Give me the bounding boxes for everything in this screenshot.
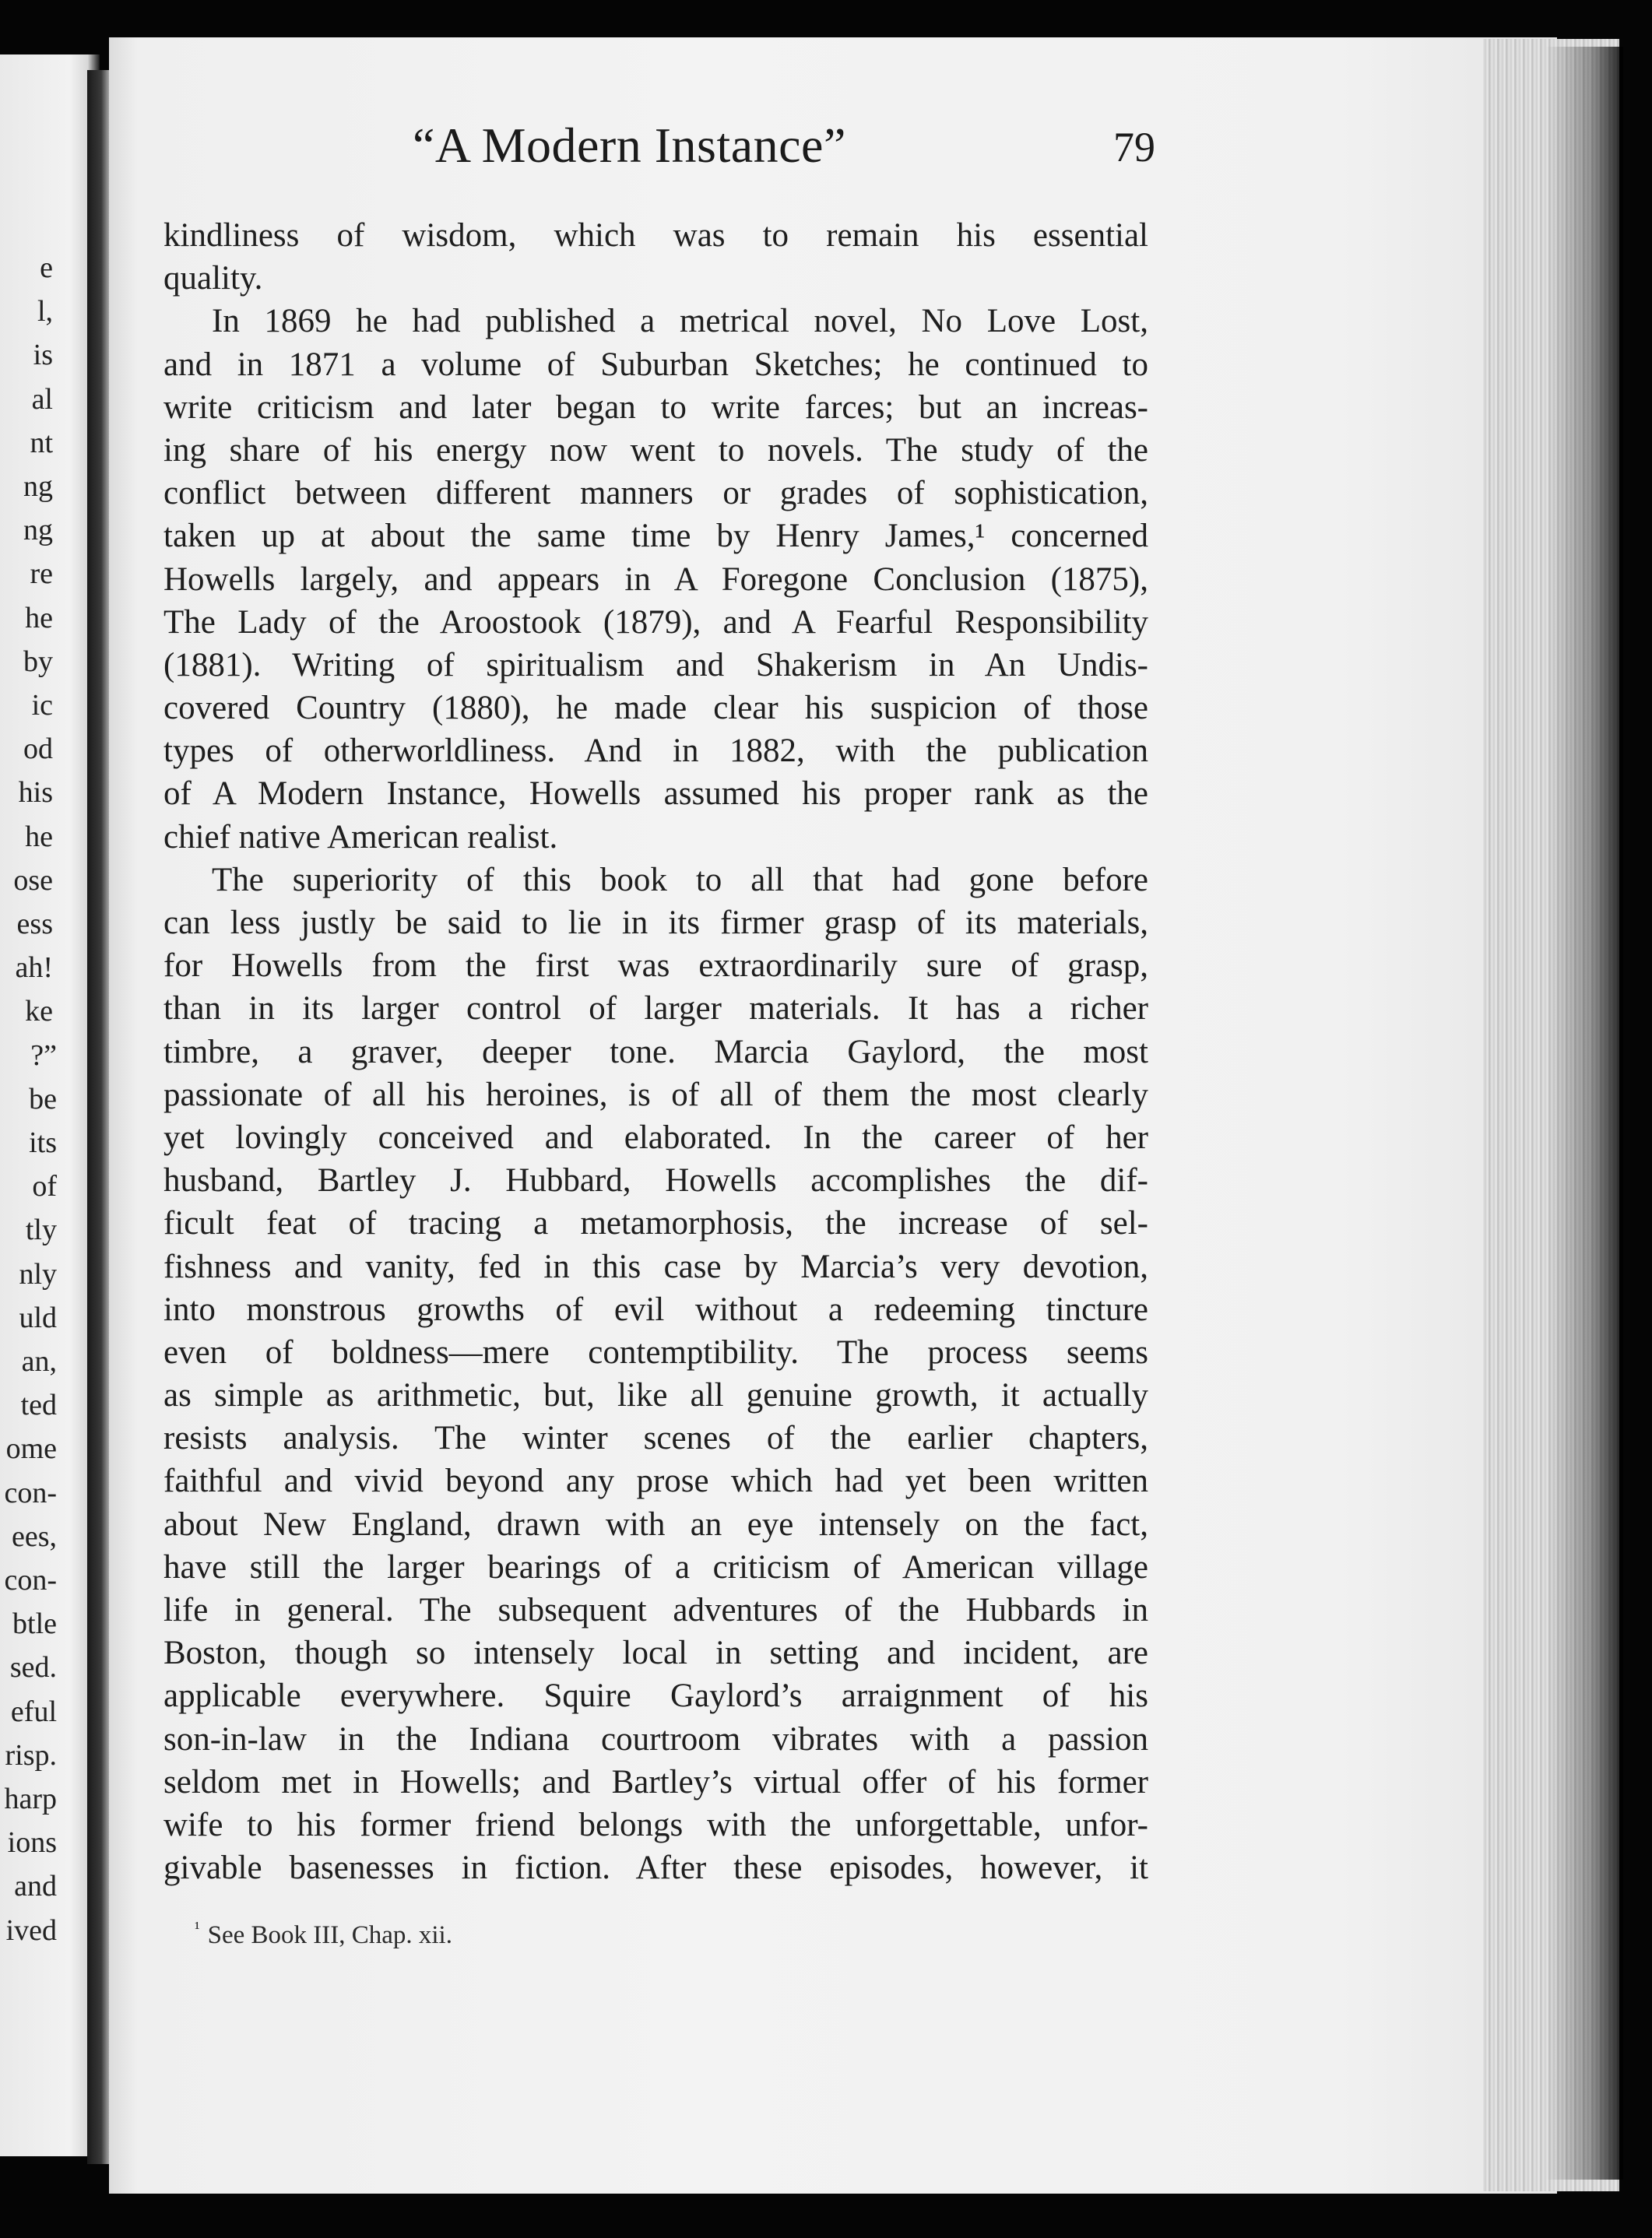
left-page-fragment: e	[40, 251, 53, 284]
left-page-fragment: con-	[4, 1564, 57, 1597]
left-page-fragment: l,	[37, 295, 53, 328]
text-line: even of boldness—mere contemptibility. The process seems	[163, 1333, 1148, 1371]
text-line: resists analysis. The winter scenes of the earlier chapters,	[163, 1420, 1148, 1457]
text-line: givable basenesses in fiction. After these episodes, however, it	[163, 1850, 1148, 1887]
text-line: son-in-law in the Indiana courtroom vibrates with a passion	[163, 1720, 1148, 1758]
book-gutter	[87, 70, 111, 2164]
left-page-fragment: ?”	[30, 1038, 57, 1072]
text-line: yet lovingly conceived and elaborated. In the career of her	[163, 1119, 1148, 1156]
text-line: covered Country (1880), he made clear his suspicion of those	[163, 690, 1148, 727]
left-page-fragment: its	[29, 1126, 57, 1159]
left-page-fragment: ic	[31, 689, 53, 722]
text-line: timbre, a graver, deeper tone. Marcia Gaylord, the most	[163, 1033, 1148, 1070]
left-page-fragment: od	[23, 733, 53, 766]
text-line: In 1869 he had published a metrical novel, No Love Lost,	[212, 303, 1148, 340]
text-line: kindliness of wisdom, which was to remain his essential	[163, 217, 1148, 254]
left-page-fragment: ah!	[15, 951, 53, 985]
text-line: ficult feat of tracing a metamorphosis, the increase of sel-	[163, 1205, 1148, 1242]
text-line: have still the larger bearings of a criticism of American village	[163, 1548, 1148, 1586]
text-line: (1881). Writing of spiritualism and Shakerism in An Undis-	[163, 646, 1148, 683]
left-page-fragment: uld	[19, 1301, 57, 1334]
left-page-fragment: and	[14, 1870, 57, 1903]
text-line: into monstrous growths of evil without a redeeming tincture	[163, 1291, 1148, 1328]
text-line: quality.	[163, 260, 263, 297]
text-line: can less justly be said to lie in its firmer grasp of its materials,	[163, 905, 1148, 941]
text-line: faithful and vivid beyond any prose which had yet been written	[163, 1463, 1148, 1500]
left-page-fragment: by	[23, 645, 53, 678]
text-line: applicable everywhere. Squire Gaylord’s arraignment of his	[163, 1678, 1148, 1715]
footnote	[195, 1918, 452, 1950]
text-line: types of otherworldliness. And in 1882, with the publication	[163, 733, 1148, 770]
text-line: ing share of his energy now went to novels. The study of the	[163, 431, 1148, 469]
left-page-fragment: ived	[5, 1913, 57, 1947]
text-line: of A Modern Instance, Howells assumed his proper rank as the	[163, 775, 1148, 813]
left-page-fragment: ome	[5, 1432, 57, 1466]
left-page-fragment: re	[30, 557, 53, 591]
left-page-fragment: con-	[4, 1476, 57, 1509]
text-line: husband, Bartley J. Hubbard, Howells accomplishes the dif-	[163, 1162, 1148, 1200]
text-line: wife to his former friend belongs with the unforgettable, unfor-	[163, 1806, 1148, 1843]
left-page-fragment: of	[32, 1170, 57, 1203]
text-line: taken up at about the same time by Henry James,¹ concerned	[163, 518, 1148, 555]
text-line: write criticism and later began to write farces; but an increas-	[163, 388, 1148, 426]
text-line: and in 1871 a volume of Suburban Sketches; he continued to	[163, 346, 1148, 383]
text-line: life in general. The subsequent adventures of the Hubbards in	[163, 1592, 1148, 1628]
left-page-fragment: ng	[23, 514, 53, 547]
footnote-marker: ¹	[195, 1918, 200, 1938]
running-title: “A Modern Instance”	[413, 118, 846, 173]
page-edge-shadow	[1545, 47, 1623, 2180]
text-line: chief native American realist.	[163, 818, 558, 855]
left-page-fragment: btle	[12, 1607, 57, 1641]
text-line: fishness and vanity, fed in this case by Marcia’s very devotion,	[163, 1248, 1148, 1285]
left-facing-page	[0, 54, 100, 2156]
left-page-fragment: eful	[10, 1695, 57, 1728]
left-page-fragment: an,	[21, 1345, 57, 1378]
left-page-fragment: ted	[20, 1389, 57, 1422]
left-page-fragment: sed.	[9, 1651, 57, 1685]
text-line: as simple as arithmetic, but, like all genuine growth, it actually	[163, 1377, 1148, 1414]
left-page-fragment: ke	[25, 995, 53, 1028]
text-line: about New England, drawn with an eye intensely on the fact,	[163, 1505, 1148, 1543]
text-line: for Howells from the first was extraordinarily sure of grasp,	[163, 947, 1148, 985]
left-page-fragment: al	[31, 382, 53, 416]
left-page-fragment: tly	[25, 1214, 57, 1247]
left-page-fragment: is	[33, 339, 53, 372]
page-number: 79	[1113, 124, 1155, 170]
text-line: than in its larger control of larger materials. It has a richer	[163, 990, 1148, 1028]
left-page-fragment: be	[29, 1082, 57, 1115]
text-line: passionate of all his heroines, is of all of them the most clearly	[163, 1076, 1148, 1113]
body-text	[163, 214, 1148, 1889]
left-page-fragment: his	[18, 776, 53, 810]
left-page-fragment: risp.	[5, 1738, 57, 1772]
text-line: Boston, though so intensely local in setting and incident, are	[163, 1635, 1148, 1672]
left-page-fragment: ees,	[11, 1520, 57, 1553]
left-page-fragment: he	[25, 601, 53, 634]
text-line: The Lady of the Aroostook (1879), and A Fearful Responsibility	[163, 603, 1148, 641]
text-line: The superiority of this book to all that had gone before	[212, 861, 1148, 898]
text-line: conflict between different manners or grades of sophistication,	[163, 475, 1148, 512]
left-page-fragment: nly	[19, 1257, 57, 1291]
left-page-fragment: ose	[13, 863, 53, 897]
left-page-fragment: nt	[30, 426, 53, 459]
footnote-text: See Book III, Chap. xii.	[207, 1921, 452, 1949]
text-line: seldom met in Howells; and Bartley’s virtual offer of his former	[163, 1763, 1148, 1801]
left-page-fragment: he	[25, 820, 53, 853]
left-page-fragment: ng	[23, 470, 53, 503]
left-page-fragment: ess	[16, 908, 53, 940]
page-header	[156, 117, 1160, 187]
left-page-fragment: harp	[4, 1783, 57, 1815]
left-page-fragment: ions	[7, 1826, 57, 1860]
text-line: Howells largely, and appears in A Foregone Conclusion (1875),	[163, 560, 1148, 598]
